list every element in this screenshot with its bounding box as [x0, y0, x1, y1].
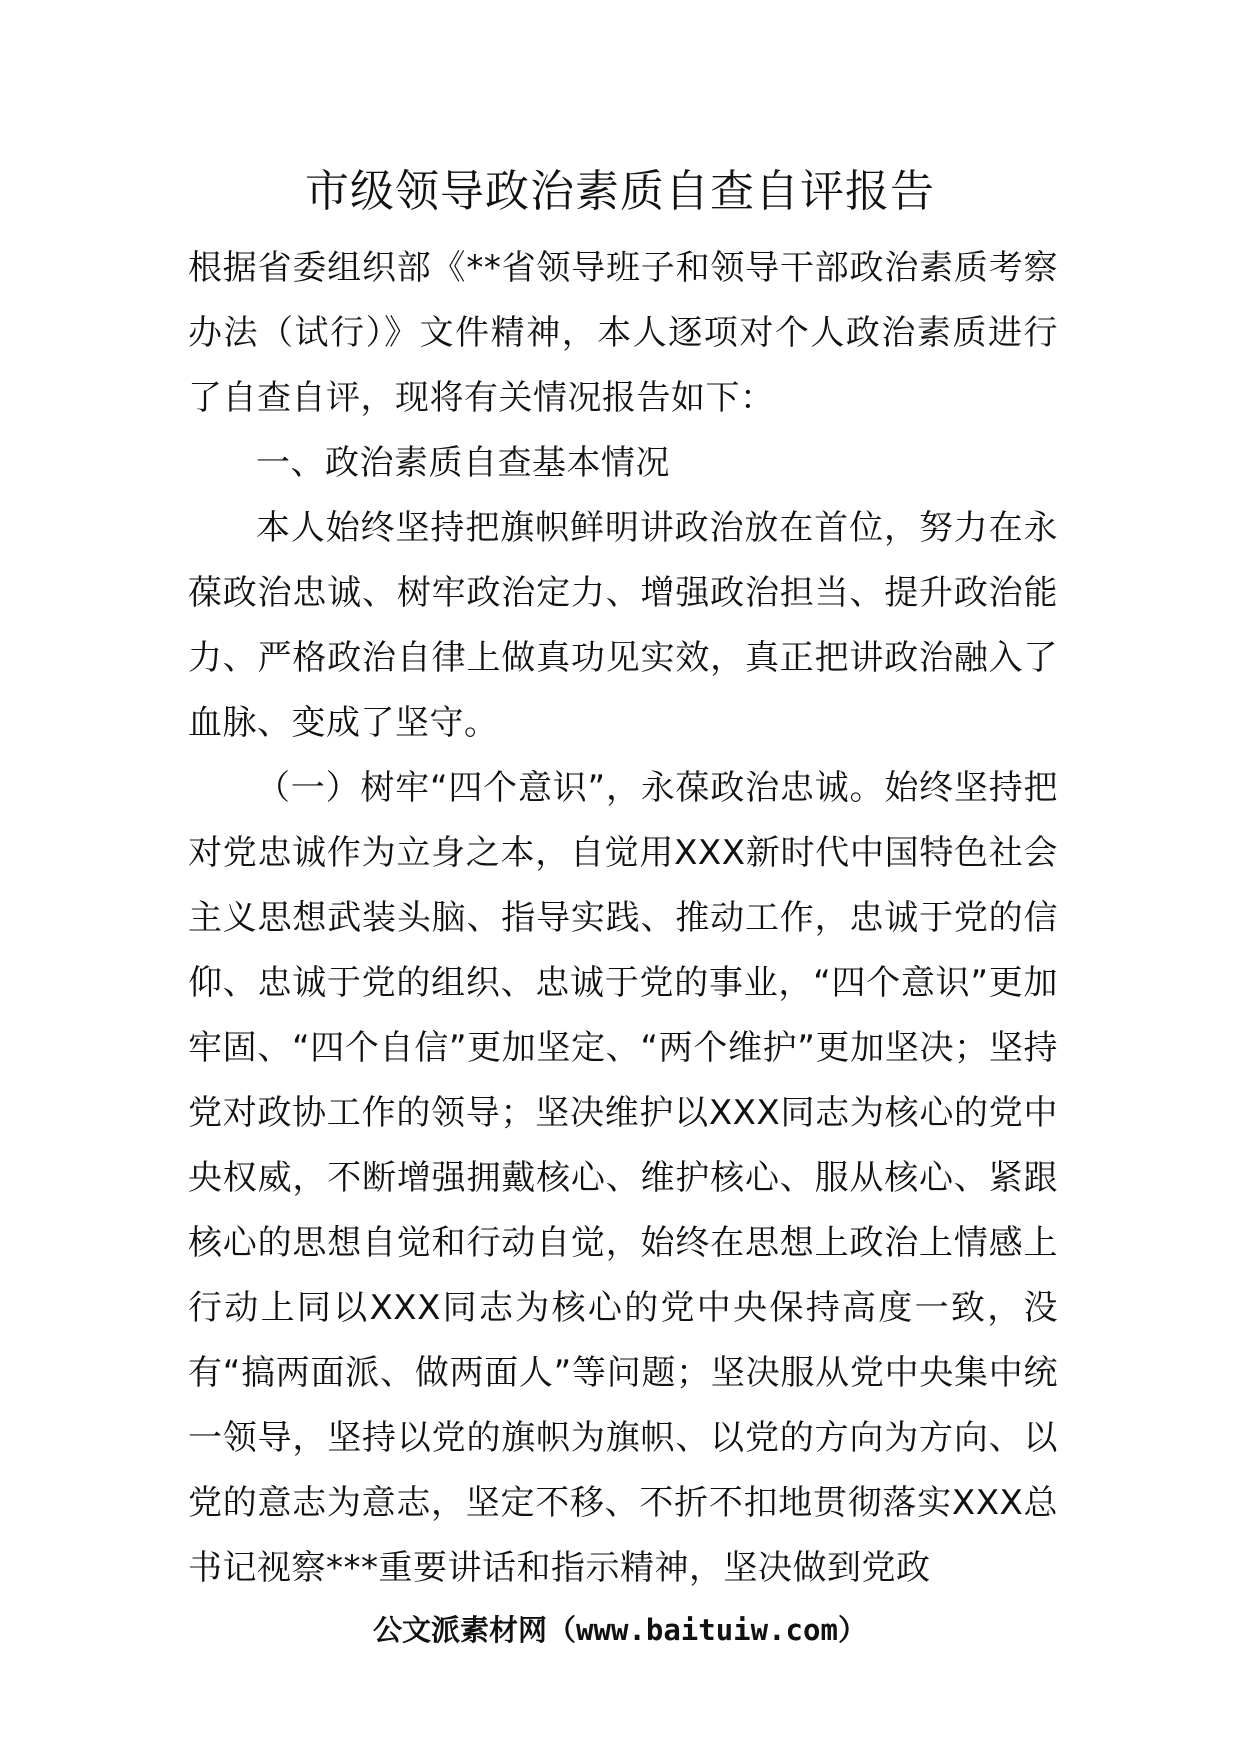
section-heading: 一、政治素质自查基本情况: [256, 443, 670, 483]
body-paragraph: （一）树牢“四个意识”，永葆政治忠诚。始终坚持把对党忠诚作为立身之本，自觉用XXX新时代中国特色社会主义思想武装头脑、指导实践、推动工作，忠诚于党的信仰、忠诚于党的组织、忠诚于党的事业，“四个意识”更加牢固、“四个自信”更加坚定、“两个维护”更加坚决；坚持党对政协工作的领导；坚决维护以XXX同志为核心的党中央权威，不断增强拥戴核心、维护核心、服从核心、紧跟核心的思想自觉和行动自觉，始终在思想上政治上情感上行动上同以XXX同志为核心的党中央保持高度一致，没有“搞两面派、做两面人”等问题；坚决服从党中央集中统一领导，坚持以党的旗帜为旗帜、以党的方向为方向、以党的意志为意志，坚定不移、不折不扣地贯彻落实XXX总书记视察***重要讲话和指示精神，坚决做到党政: [188, 768, 1058, 1588]
document-title: 市级领导政治素质自查自评报告: [305, 166, 935, 217]
document-body: [188, 236, 1058, 1601]
body-paragraph: 本人始终坚持把旗帜鲜明讲政治放在首位，努力在永葆政治忠诚、树牢政治定力、增强政治担当、提升政治能力、严格政治自律上做真功见实效，真正把讲政治融入了血脉、变成了坚守。: [188, 508, 1058, 743]
intro-paragraph: 根据省委组织部《**省领导班子和领导干部政治素质考察办法（试行）》文件精神，本人逐项对个人政治素质进行了自查自评，现将有关情况报告如下：: [188, 248, 1058, 418]
footer-site-name: 公文派素材网: [373, 1613, 548, 1647]
footer-url: （www.baituiw.com）: [547, 1613, 867, 1647]
footer-watermark: [0, 1610, 1240, 1650]
